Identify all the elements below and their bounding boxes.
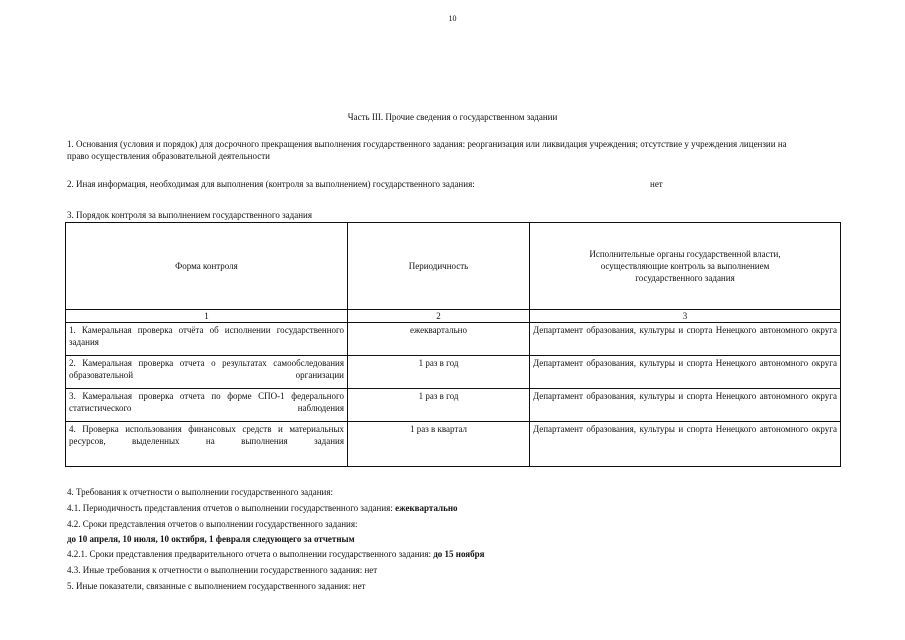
row-period: 1 раз в год: [348, 356, 530, 389]
header-form: Форма контроля: [66, 223, 348, 310]
row-period: ежеквартально: [348, 323, 530, 356]
row-org: Департамент образования, культуры и спорта Ненецкого автономного округа: [530, 389, 841, 422]
section-4-2-1: [67, 549, 485, 559]
col-number-3: 3: [530, 310, 841, 323]
table-row: [66, 356, 841, 389]
row-org: Департамент образования, культуры и спорта Ненецкого автономного округа: [530, 422, 841, 467]
preliminary-value: до 15 ноября: [433, 549, 485, 559]
part-title: Часть III. Прочие сведения о государственном задании: [347, 112, 558, 122]
section-4-2-label: 4.2. Сроки представления отчетов о выполнении государственного задания:: [67, 519, 358, 529]
section-5: 5. Иные показатели, связанные с выполнением государственного задания: нет: [67, 581, 366, 591]
row-form: 1. Камеральная проверка отчёта об исполнении государственного задания: [66, 323, 348, 356]
section-2-label: 2. Иная информация, необходимая для выполнения (контроля за выполнением) государственного задания:: [67, 179, 475, 189]
section-2-value: нет: [650, 179, 663, 189]
periodicity-label: 4.1. Периодичность представления отчетов о выполнении государственного задания:: [67, 503, 393, 513]
col-number-2: 2: [348, 310, 530, 323]
section-4-2-value: [67, 534, 355, 544]
section-3-title: 3. Порядок контроля за выполнением государственного задания: [67, 210, 312, 220]
row-org: Департамент образования, культуры и спорта Ненецкого автономного округа: [530, 323, 841, 356]
periodicity-value: ежеквартально: [395, 503, 458, 513]
section-4-1: [67, 503, 458, 513]
table-row: [66, 422, 841, 467]
row-period: 1 раз в год: [348, 389, 530, 422]
col-number-1: 1: [66, 310, 348, 323]
row-form: 3. Камеральная проверка отчета по форме СПО-1 федерального статистического наблюдения: [66, 389, 348, 422]
section-1-text: 1. Основания (условия и порядок) для досрочного прекращения выполнения государственного задания: реорганизация или ликвидация учреждения; отсутствие у учреждения лицензии на право осуществления образовательной деятельности: [67, 139, 787, 161]
row-org: Департамент образования, культуры и спорта Ненецкого автономного округа: [530, 356, 841, 389]
page-number: 10: [448, 14, 457, 23]
section-4-title: 4. Требования к отчетности о выполнении государственного задания:: [67, 487, 333, 497]
table-row: [66, 323, 841, 356]
header-org: Исполнительные органы государственной власти, осуществляющие контроль за выполнением государственного задания: [530, 223, 841, 310]
table-header-row: [66, 223, 841, 310]
table-number-row: [66, 310, 841, 323]
control-table: [65, 222, 841, 467]
table-row: [66, 389, 841, 422]
row-period: 1 раз в квартал: [348, 422, 530, 467]
deadlines-value: до 10 апреля, 10 июля, 10 октября, 1 февраля следующего за отчетным: [67, 534, 355, 544]
row-form: 4. Проверка использования финансовых средств и материальных ресурсов, выделенных на выполнения задания: [66, 422, 348, 467]
preliminary-label: 4.2.1. Сроки представления предварительного отчета о выполнении государственного задания:: [67, 549, 431, 559]
section-4-3: 4.3. Иные требования к отчетности о выполнении государственного задания: нет: [67, 565, 378, 575]
row-form: 2. Камеральная проверка отчета о результатах самообследования образовательной организации: [66, 356, 348, 389]
header-period: Периодичность: [348, 223, 530, 310]
